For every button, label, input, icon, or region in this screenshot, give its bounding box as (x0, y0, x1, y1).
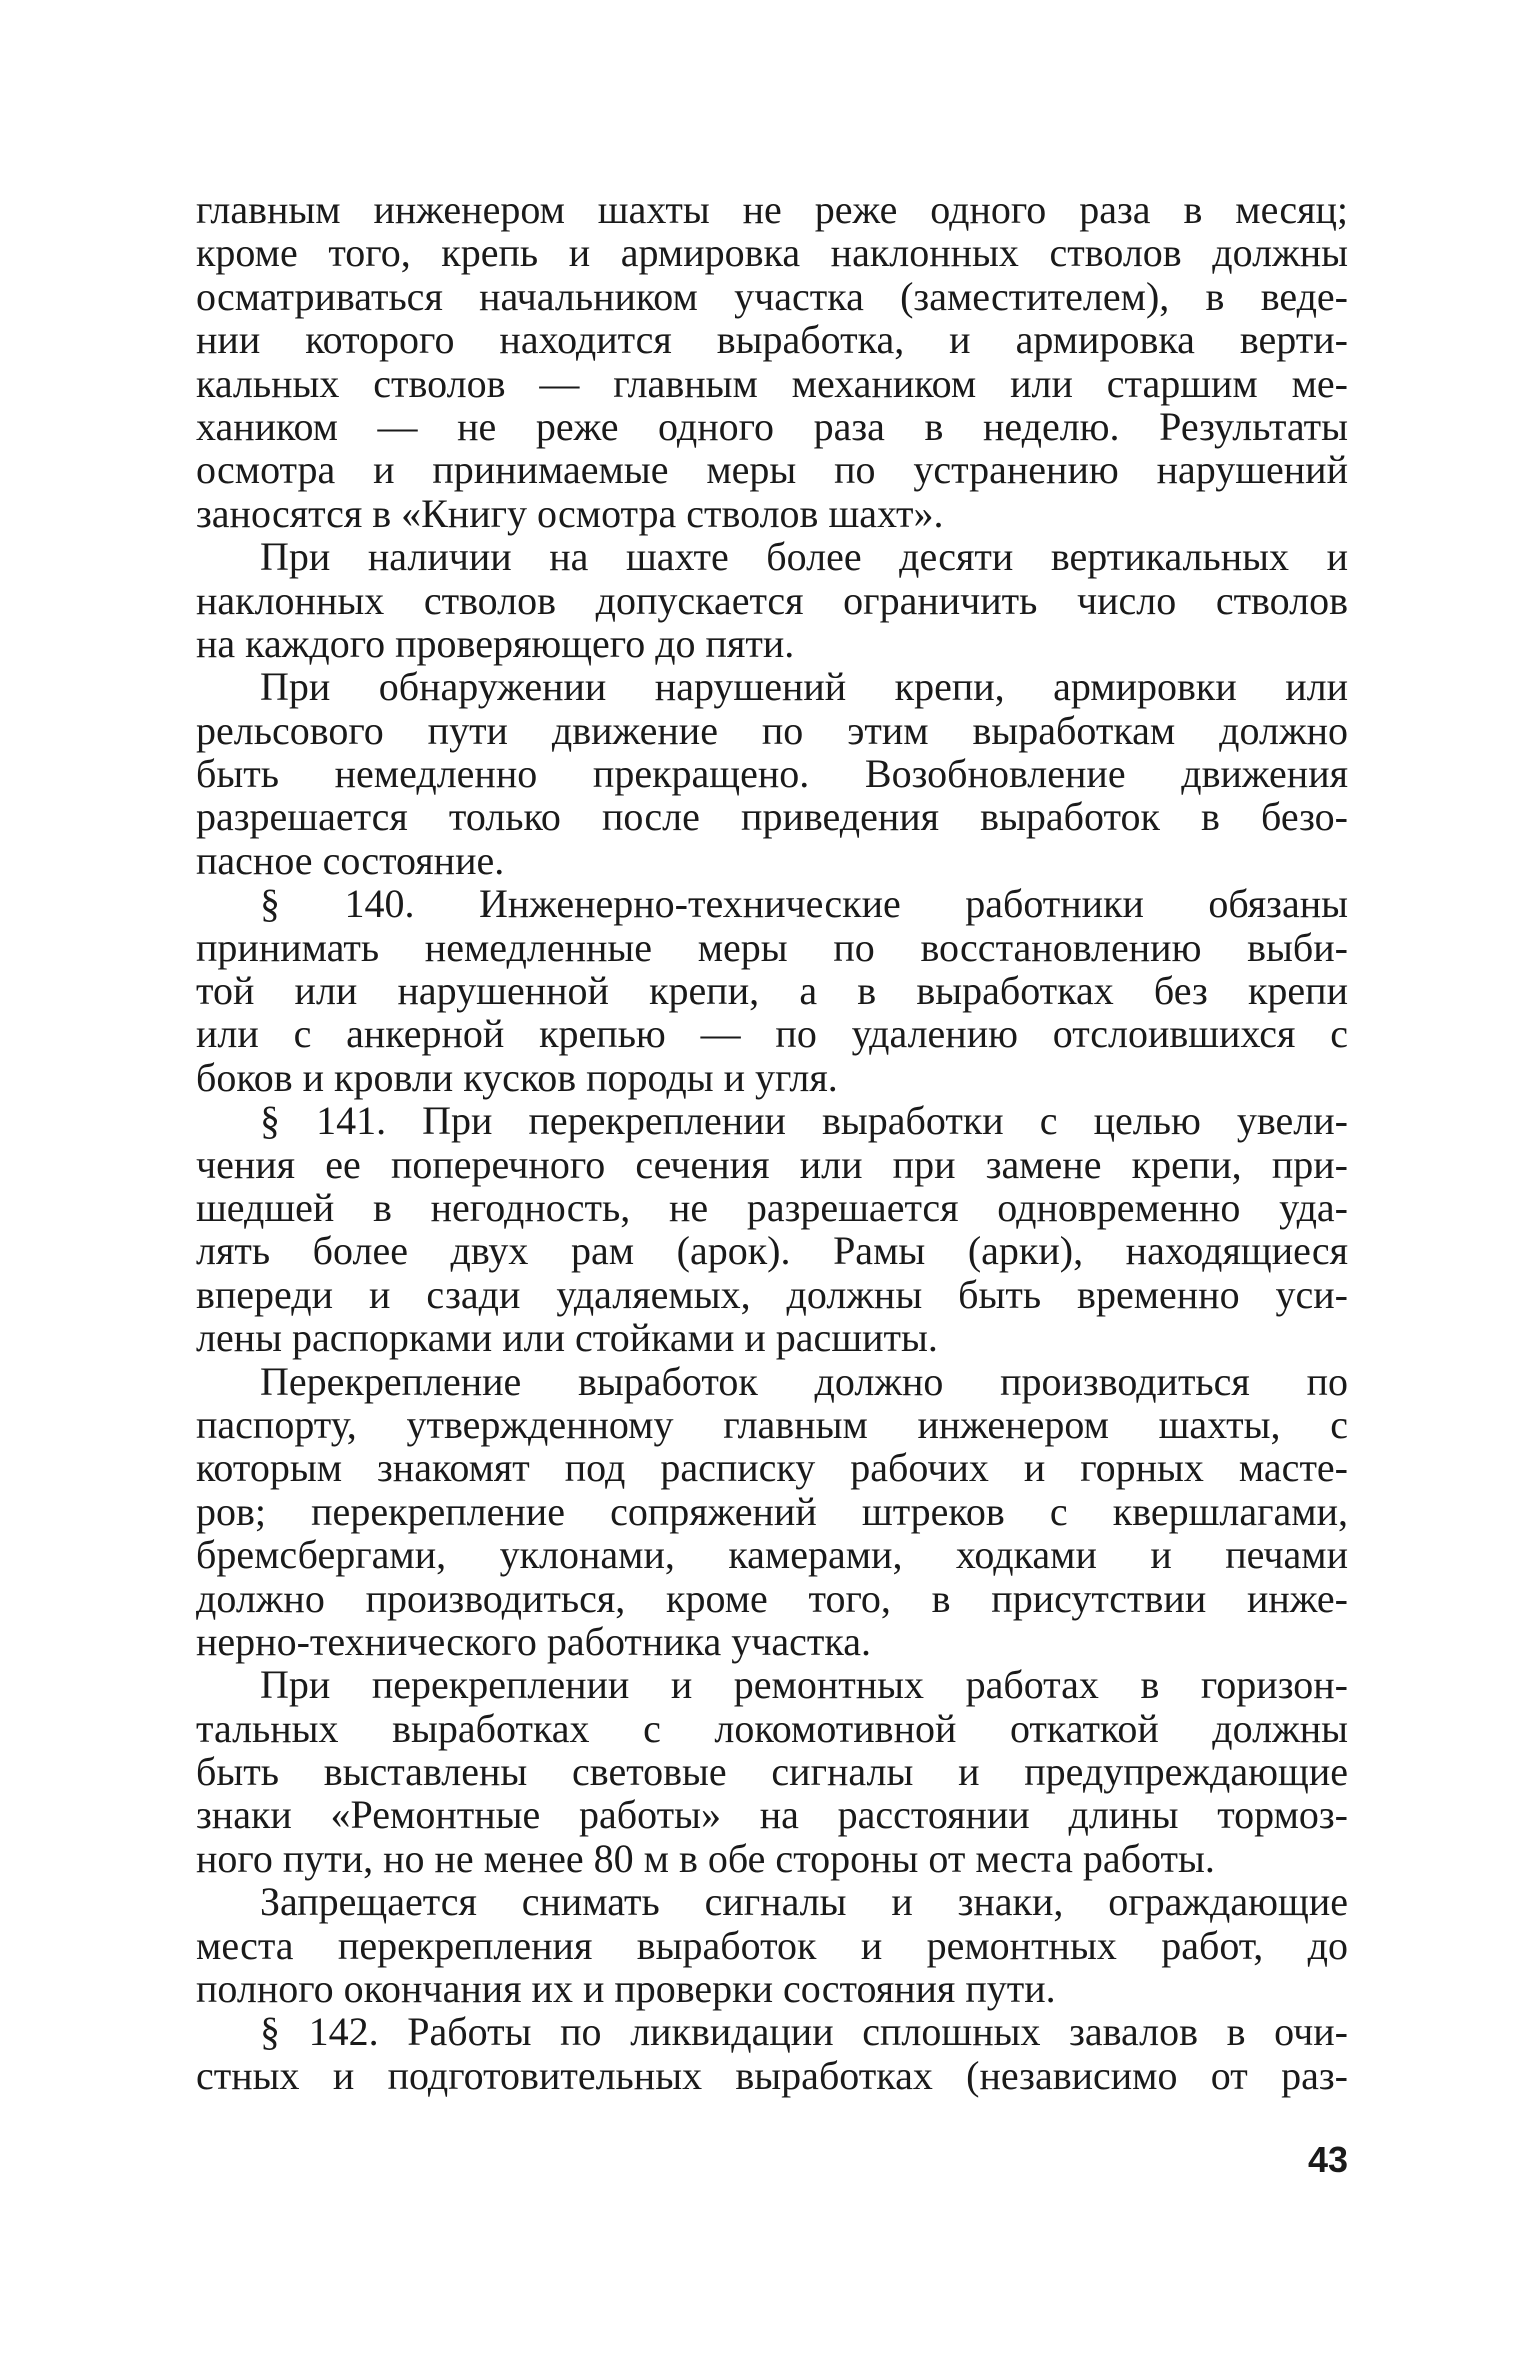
text-line: или с анкерной крепью — по удалению отслоившихся с (196, 1011, 1348, 1057)
text-line: кроме того, крепь и армировка наклонных стволов должны (196, 230, 1348, 276)
text-line: заносятся в «Книгу осмотра стволов шахт». (196, 490, 944, 536)
text-line: должно производиться, кроме того, в присутствии инже- (196, 1575, 1348, 1621)
text-line: полного окончания их и проверки состояния пути. (196, 1966, 1056, 2012)
text-line: принимать немедленные меры по восстановлению выби- (196, 924, 1348, 970)
text-line: места перекрепления выработок и ремонтных работ, до (196, 1922, 1348, 1968)
text-line: боков и кровли кусков породы и угля. (196, 1054, 838, 1100)
text-line: ного пути, но не менее 80 м в обе стороны от места работы. (196, 1835, 1215, 1881)
text-line: кальных стволов — главным механиком или старшим ме- (196, 360, 1348, 406)
text-line: осматриваться начальником участка (заместителем), в веде- (196, 273, 1348, 319)
text-line: стных и подготовительных выработках (независимо от раз- (196, 2052, 1348, 2098)
text-line: разрешается только после приведения выработок в безо- (196, 794, 1348, 840)
text-line: которым знакомят под расписку рабочих и горных масте- (196, 1445, 1348, 1491)
text-line: хаником — не реже одного раза в неделю. Результаты (196, 403, 1348, 449)
text-line: § 140. Инженерно-технические работники обязаны (260, 881, 1348, 927)
text-line: пасное состояние. (196, 837, 505, 883)
text-line: паспорту, утвержденному главным инженером шахты, с (196, 1401, 1348, 1447)
text-line: Перекрепление выработок должно производиться по (260, 1358, 1348, 1404)
text-line: впереди и сзади удаляемых, должны быть временно уси- (196, 1271, 1348, 1317)
text-line: § 141. При перекреплении выработки с целью увели- (260, 1098, 1348, 1144)
text-line: нерно-технического работника участка. (196, 1618, 871, 1664)
text-line: той или нарушенной крепи, а в выработках без крепи (196, 968, 1348, 1014)
text-line: наклонных стволов допускается ограничить число стволов (196, 577, 1348, 623)
text-line: рельсового пути движение по этим выработкам должно (196, 707, 1348, 753)
text-line: При наличии на шахте более десяти вертикальных и (260, 534, 1348, 580)
text-line: чения ее поперечного сечения или при замене крепи, при- (196, 1141, 1348, 1187)
text-line: бремсбергами, уклонами, камерами, ходками и печами (196, 1532, 1348, 1578)
text-line: осмотра и принимаемые меры по устранению нарушений (196, 447, 1348, 493)
text-line: При обнаружении нарушений крепи, армировки или (260, 664, 1348, 710)
text-line: лены распорками или стойками и расшиты. (196, 1315, 938, 1361)
text-line: главным инженером шахты не реже одного раза в месяц; (196, 187, 1348, 232)
text-line: Запрещается снимать сигналы и знаки, ограждающие (260, 1879, 1348, 1925)
text-line: ров; перекрепление сопряжений штреков с квершлагами, (196, 1488, 1348, 1534)
text-line: При перекреплении и ремонтных работах в горизон- (260, 1662, 1348, 1708)
page-number: 43 (1307, 2139, 1348, 2180)
text-line: быть немедленно прекращено. Возобновление движения (196, 751, 1348, 797)
text-line: быть выставлены световые сигналы и предупреждающие (196, 1749, 1348, 1795)
text-line: тальных выработках с локомотивной откаткой должны (196, 1705, 1348, 1751)
text-line: нии которого находится выработка, и армировка верти- (196, 317, 1348, 363)
text-line: на каждого проверяющего до пяти. (196, 620, 795, 666)
body-text (196, 188, 1348, 2097)
text-line: знаки «Ремонтные работы» на расстоянии длины тормоз- (196, 1792, 1348, 1838)
text-line: § 142. Работы по ликвидации сплошных завалов в очи- (260, 2009, 1348, 2055)
text-line: лять более двух рам (арок). Рамы (арки), находящиеся (196, 1228, 1348, 1274)
text-line: шедшей в негодность, не разрешается одновременно уда- (196, 1184, 1348, 1230)
